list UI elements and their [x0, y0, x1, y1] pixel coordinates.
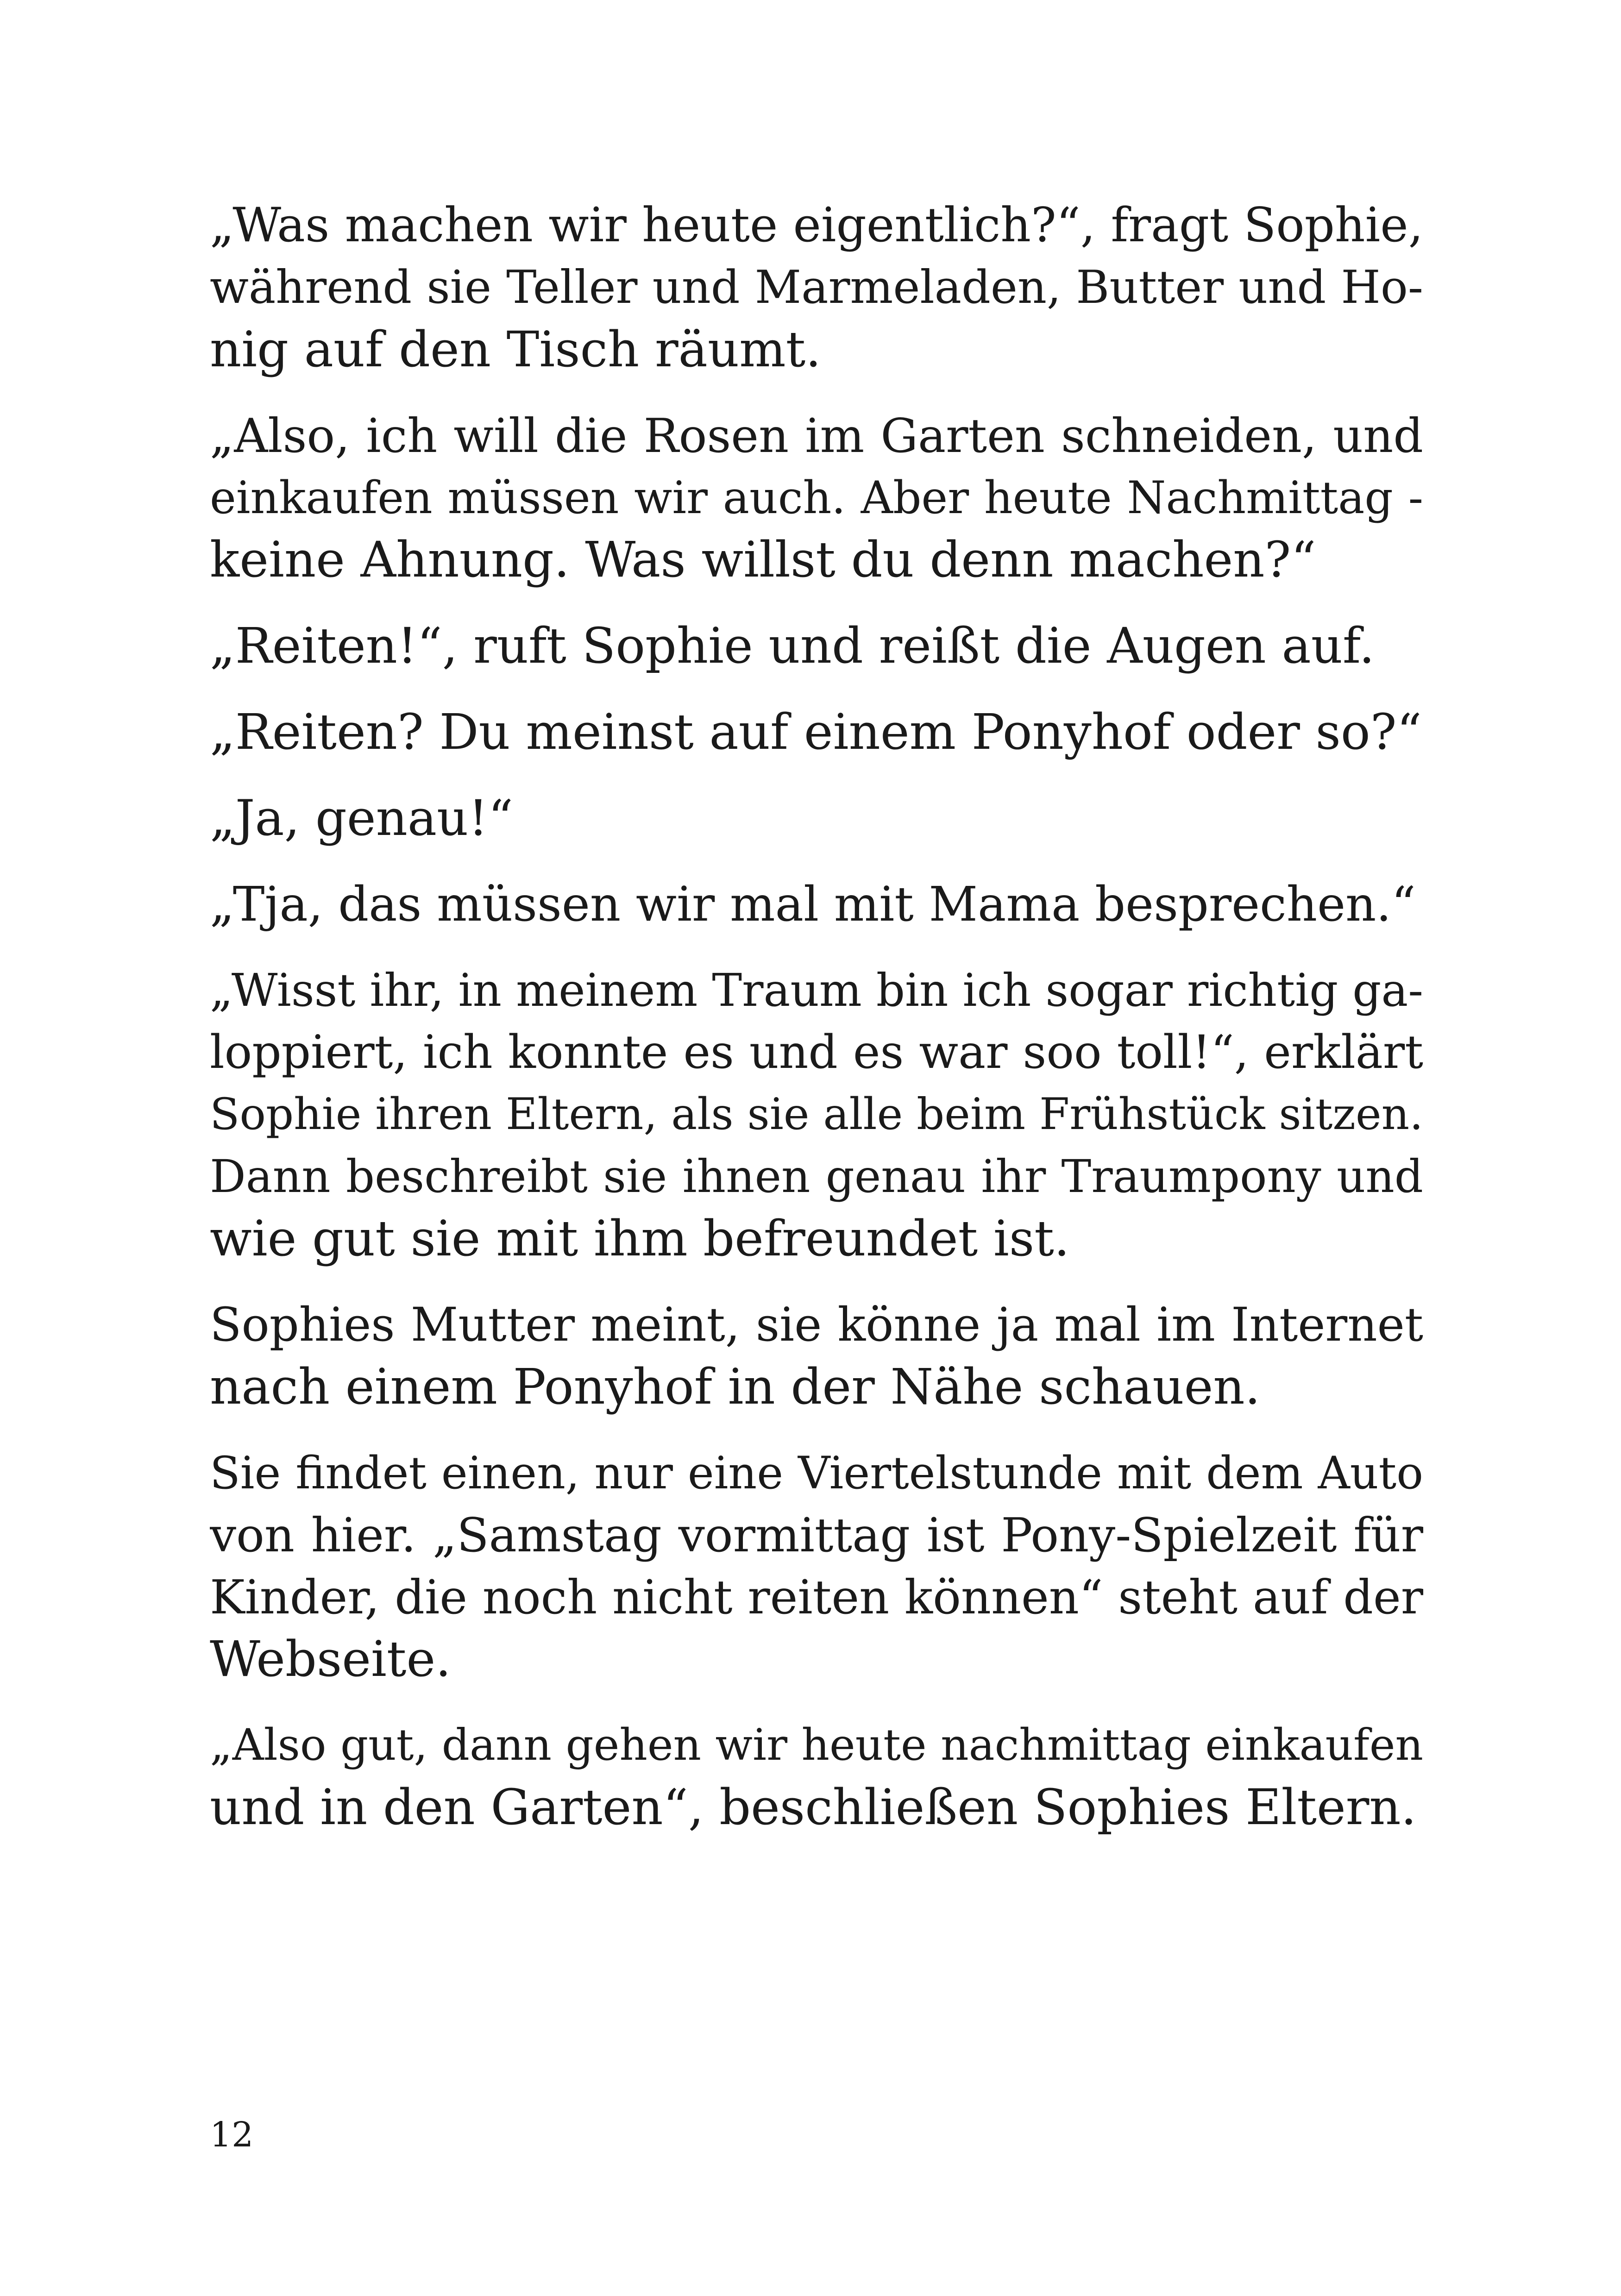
text-line: Dann beschreibt sie ihnen genau ihr Traumpony und [210, 1150, 1423, 1203]
paragraph-3 [210, 615, 1423, 677]
text-line: loppiert, ich konnte es und es war soo toll!“, erklärt [210, 1026, 1423, 1079]
text-line: während sie Teller und Marmeladen, Butter und Ho- [210, 261, 1423, 314]
paragraph-5 [210, 787, 1423, 849]
text-line: „Also, ich will die Rosen im Garten schneiden, und [210, 408, 1423, 463]
text-line: „Wisst ihr, in meinem Traum bin ich sogar richtig ga- [210, 964, 1423, 1016]
text-line: „Reiten!“, ruft Sophie und reißt die Augen auf. [210, 617, 1375, 674]
text-line: Sophies Mutter meint, sie könne ja mal im Internet [210, 1298, 1423, 1352]
paragraph-4 [210, 701, 1423, 763]
paragraph-1 [210, 194, 1423, 381]
text-line: nach einem Ponyhof in der Nähe schauen. [210, 1358, 1261, 1415]
paragraph-7 [210, 960, 1423, 1270]
text-line: nig auf den Tisch räumt. [210, 321, 821, 378]
text-line: wie gut sie mit ihm befreundet ist. [210, 1210, 1070, 1267]
text-line: Webseite. [210, 1631, 451, 1687]
text-line: „Was machen wir heute eigentlich?“, fragt Sophie, [210, 198, 1423, 253]
text-line: keine Ahnung. Was willst du denn machen?“ [210, 531, 1316, 588]
paragraph-2 [210, 405, 1423, 591]
text-line: „Tja, das müssen wir mal mit Mama besprechen.“ [210, 877, 1416, 932]
text-line: Sophie ihren Eltern, als sie alle beim Frühstück sitzen. [210, 1089, 1423, 1140]
text-line: Kinder, die noch nicht reiten können“ steht auf der [210, 1570, 1423, 1625]
paragraph-8 [210, 1294, 1423, 1418]
text-line: „Also gut, dann gehen wir heute nachmittag einkaufen [210, 1720, 1423, 1770]
text-line: „Ja, genau!“ [210, 790, 514, 847]
body-text [210, 194, 1423, 1863]
text-line: und in den Garten“, beschließen Sophies Eltern. [210, 1779, 1417, 1836]
text-line: von hier. „Samstag vormittag ist Pony-Spielzeit für [210, 1508, 1423, 1562]
paragraph-9 [210, 1442, 1423, 1690]
paragraph-10 [210, 1714, 1423, 1838]
text-line: Sie findet einen, nur eine Viertelstunde mit dem Auto [210, 1447, 1423, 1499]
text-line: „Reiten? Du meinst auf einem Ponyhof oder so?“ [210, 703, 1422, 760]
text-line: einkaufen müssen wir auch. Aber heute Nachmittag - [210, 472, 1423, 524]
paragraph-6 [210, 873, 1423, 935]
page-number: 12 [210, 2115, 254, 2155]
